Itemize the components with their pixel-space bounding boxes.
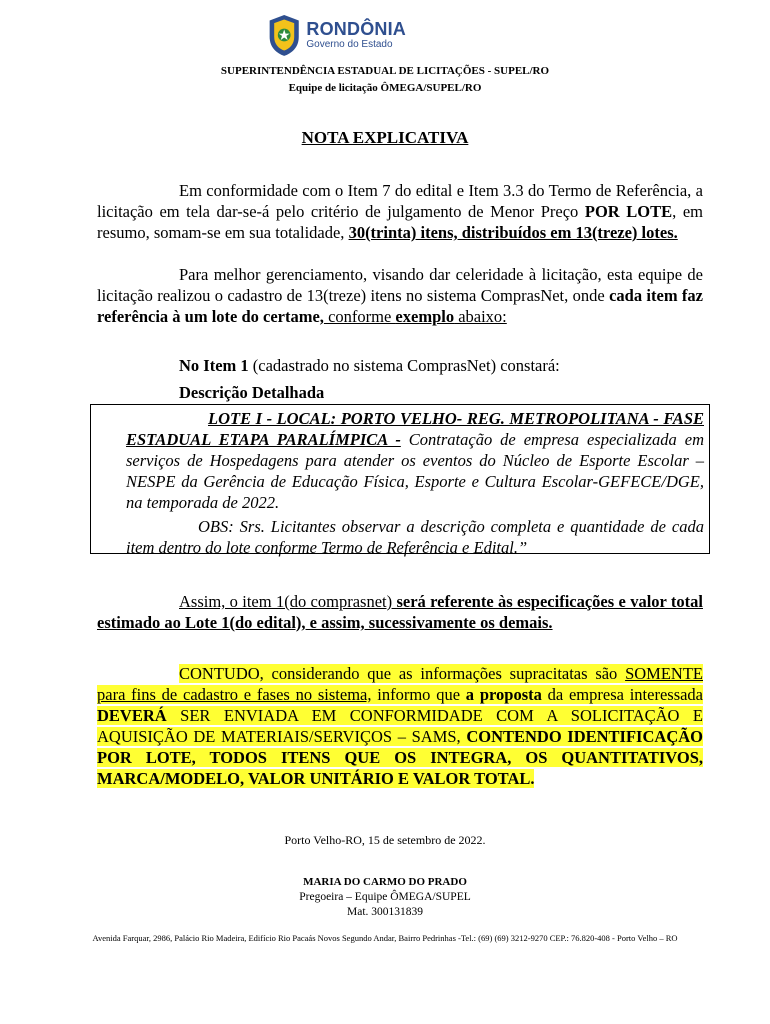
header-agency: SUPERINTENDÊNCIA ESTADUAL DE LICITAÇÕES - SUPEL/RO — [220, 65, 550, 77]
paragraph-2 — [97, 264, 703, 327]
p2-underline-2: abaixo: — [454, 307, 507, 326]
description-heading-row — [97, 382, 703, 403]
description-box — [90, 404, 710, 557]
paragraph-4 — [97, 663, 703, 789]
government-logo — [266, 10, 406, 60]
p4-text: CONTUDO, considerando que as informações supracitatas são — [179, 664, 626, 683]
p4-text-4: SER ENVIADA EM CONFORMIDADE COM A SOLICITAÇÃO E AQUISIÇÃO DE MATERIAIS/SERVIÇOS – SAMS, — [97, 706, 703, 746]
item-line — [97, 355, 703, 376]
p2-underline: conforme — [323, 307, 396, 326]
p3-bold: será referente às especificações e valor total estimado ao Lote 1(do edital), e assim, sucessivamente os demais. — [97, 592, 703, 632]
description-heading: Descrição Detalhada — [179, 383, 325, 402]
header-team: Equipe de licitação ÔMEGA/SUPEL/RO — [288, 82, 482, 94]
p2-example: exemplo — [395, 307, 455, 326]
p1-text: Em conformidade com o Item 7 do edital e Item 3.3 do Termo de Referência, a licitação em tela dar-se-á pelo critério de julgamento de Menor Preço — [97, 181, 703, 221]
p4-devera: DEVERÁ — [97, 706, 167, 725]
obs-text: OBS: Srs. Licitantes observar a descrição completa e quantidade de cada item dentro do lote conforme Termo de Referência e Edital.” — [126, 517, 704, 557]
footer-address: Avenida Farquar, 2986, Palácio Rio Madeira, Edifício Rio Pacaás Novos Segundo Andar, Bairro Pedrinhas -Tel.: (69) (69) 3212-9270 CEP.: 76.820-408 - Porto Velho – RO — [92, 933, 678, 943]
obs-text-row — [126, 516, 704, 558]
signature-name: MARIA DO CARMO DO PRADO — [303, 876, 467, 888]
coat-of-arms-icon — [266, 11, 302, 59]
p4-proposta: a proposta — [465, 685, 542, 704]
logo-subtitle: Governo do Estado — [306, 39, 393, 50]
paragraph-1 — [97, 180, 703, 243]
logo-title: RONDÔNIA — [306, 19, 406, 39]
lote-text: Contratação de empresa especializada em serviços de Hospedagens para atender os eventos do Núcleo de Esporte Escolar – NESPE da Gerência de Educação Física, Esporte e Cultura Escolar-GEFECE/DGE, na temporada de 2022. — [126, 430, 704, 512]
page-title: NOTA EXPLICATIVA — [301, 128, 469, 147]
signature-mat: Mat. 300131839 — [346, 906, 424, 918]
p1-bold: POR LOTE — [584, 202, 673, 221]
signature-role: Pregoeira – Equipe ÔMEGA/SUPEL — [299, 891, 471, 903]
p2-text: Para melhor gerenciamento, visando dar celeridade à licitação, esta equipe de licitação realizou o cadastro de 13(treze) itens no sistema ComprasNet, onde — [97, 265, 703, 305]
item-text: (cadastrado no sistema ComprasNet) constará: — [248, 356, 560, 375]
p4-text-2: informo que — [371, 685, 466, 704]
paragraph-3 — [97, 591, 703, 633]
lote-title: LOTE I - LOCAL: PORTO VELHO- REG. METROPOLITANA - FASE ESTADUAL ETAPA PARALÍMPICA - — [126, 409, 704, 449]
p4-bold-list: CONTENDO IDENTIFICAÇÃO POR LOTE, TODOS ITENS QUE OS INTEGRA, OS QUANTITATIVOS, MARCA/MODELO, VALOR UNITÁRIO E VALOR TOTAL. — [97, 727, 703, 788]
date-line: Porto Velho-RO, 15 de setembro de 2022. — [284, 833, 486, 847]
p2-bold: cada item faz referência à um lote do certame, — [97, 286, 703, 326]
p4-text-3: da empresa interessada — [541, 685, 704, 704]
p3-text: Assim, o item 1(do comprasnet) — [179, 592, 397, 611]
lote-description — [126, 408, 704, 513]
p1-text-2: , em resumo, somam-se em sua totalidade, — [97, 202, 703, 242]
p1-bold-underline: 30(trinta) itens, distribuídos em 13(treze) lotes. — [348, 223, 678, 242]
p4-underline: SOMENTE para fins de cadastro e fases no sistema, — [97, 664, 703, 704]
item-label: No Item 1 — [179, 356, 249, 375]
